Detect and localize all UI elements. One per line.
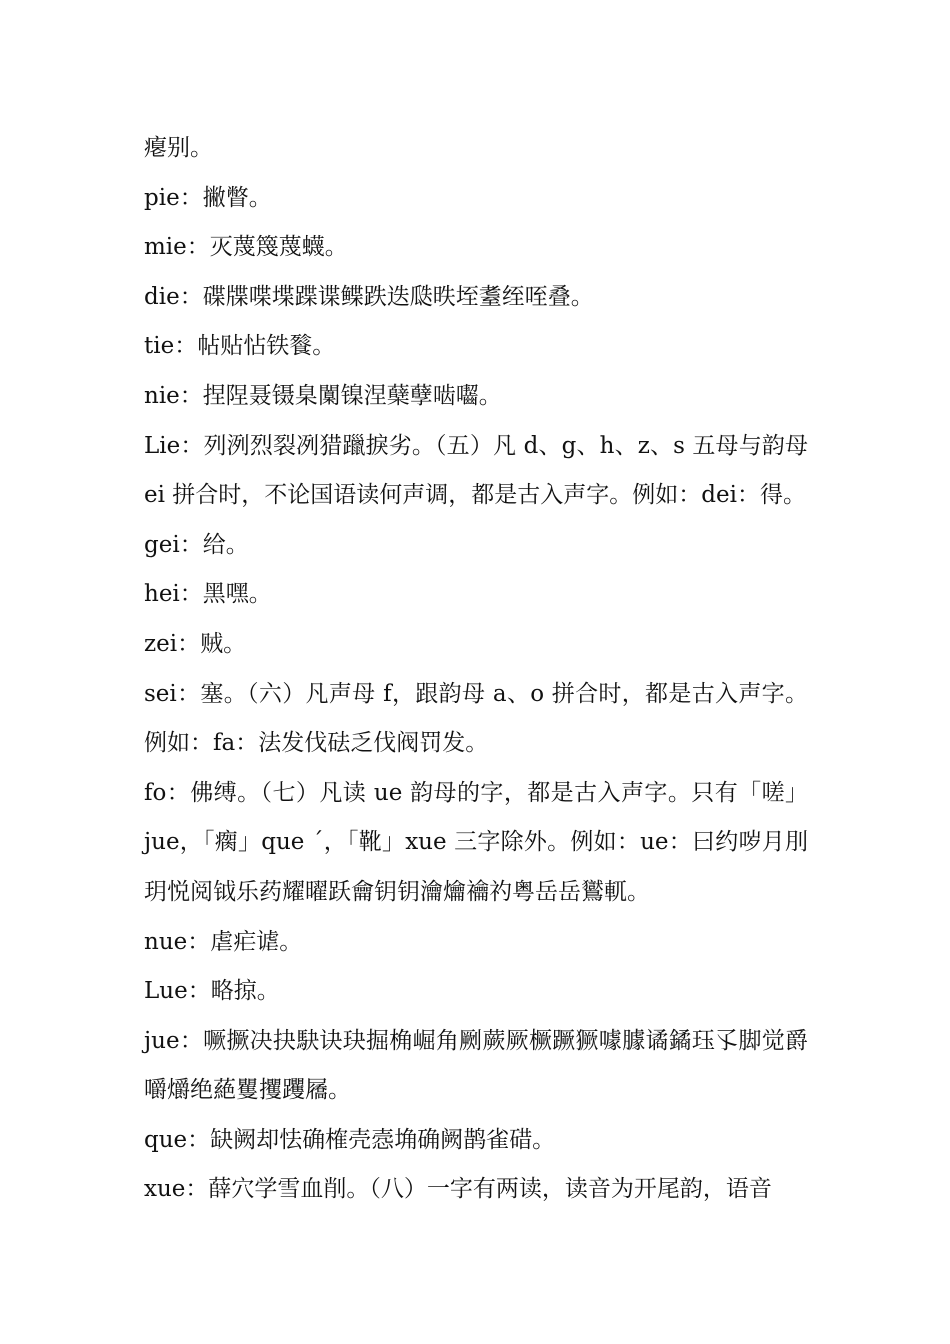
paragraph-jue: jue：噘撅决抉駃诀玦掘桷崛角劂蕨厥橛蹶獗噱臄谲鐍珏孓脚觉爵嚼爝绝蕝矍攫躩屩。 (144, 1027, 808, 1104)
paragraph-que: que：缺阙却怯确榷壳悫埆确阙鹊雀碏。 (144, 1126, 556, 1153)
paragraph-nie: nie：捏陧聂镊臬闑镍涅蘖孽啮囓。 (144, 382, 502, 409)
paragraph-gei: gei：给。 (144, 531, 249, 558)
paragraph-lie: Lie：列洌烈裂冽猎躐捩劣。（五）凡 d、g、h、z、s 五母与韵母 ei 拼合时，不论国语读何声调，都是古入声字。例如：dei：得。 (144, 432, 808, 509)
paragraph-lue: Lue：略掠。 (144, 978, 280, 1005)
paragraph-sei: sei：塞。（六）凡声母 f，跟韵母 a、o 拼合时，都是古入声字。例如：fa：法发伐砝乏伐阀罚发。 (144, 680, 808, 757)
paragraph-zei: zei：贼。 (144, 630, 247, 657)
paragraph-mie: mie：灭蔑篾蔑蠛。 (144, 234, 348, 261)
paragraph-nue: nue：虐疟谑。 (144, 928, 303, 955)
paragraph-die: die：碟牒喋堞蹀谍鲽跌迭瓞昳垤耋绖咥叠。 (144, 283, 594, 310)
paragraph-xue: xue：薛穴学雪血削。（八）一字有两读，读音为开尾韵，语音 (144, 1176, 772, 1203)
paragraph-pie: pie：撇瞥。 (144, 184, 272, 211)
paragraph-1: 瘪别。 (144, 135, 213, 161)
paragraph-tie: tie：帖贴怗铁餮。 (144, 333, 336, 360)
paragraph-hei: hei：黑嘿。 (144, 581, 272, 608)
document-body (144, 124, 808, 1215)
paragraph-fo: fo：佛缚。（七）凡读 ue 韵母的字，都是古入声字。只有「嗟」jue，「瘸」que ˊ，「靴」xue 三字除外。例如：ue：曰约哕月刖玥悦阅钺乐药耀曜跃龠钥钥瀹爚禴礿粤岳岳鸑軏。 (144, 779, 808, 905)
